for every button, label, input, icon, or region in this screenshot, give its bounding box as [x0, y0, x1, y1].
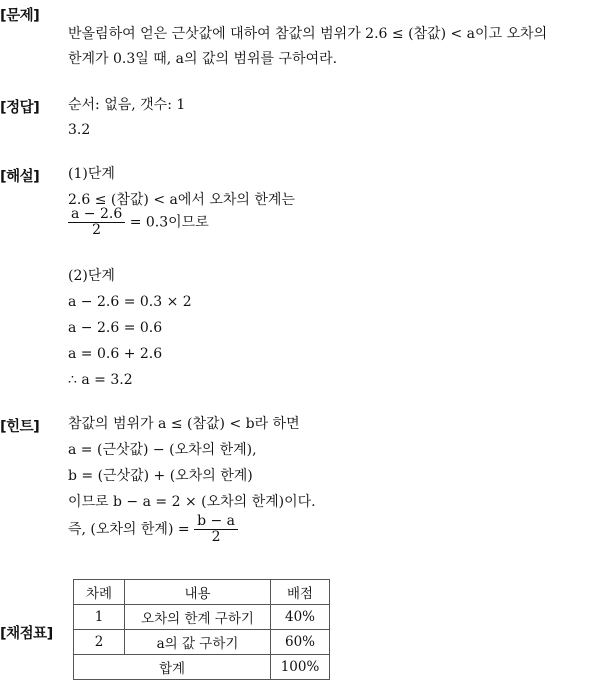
fraction-denominator: 2 [92, 222, 102, 238]
problem-tag: [문제] [0, 8, 40, 24]
total-value: 100% [271, 655, 330, 680]
hint-line-4: 이므로 b − a = 2 × (오차의 한계)이다. [68, 494, 316, 510]
score-table-header-row [74, 580, 330, 605]
solution-line-1: 2.6 ≤ (참값) < a에서 오차의 한계는 [68, 192, 295, 208]
fraction-tail: = 0.3이므로 [129, 214, 209, 231]
row-2-points: 60% [271, 630, 330, 655]
hint-tag: [힌트] [0, 419, 40, 435]
answer-line-1: 순서: 없음, 갯수: 1 [68, 97, 186, 113]
score-table [73, 579, 330, 680]
fraction-numerator: a − 2.6 [68, 207, 125, 223]
solution-line-2: a − 2.6 = 0.3 × 2 [68, 294, 192, 310]
answer-line-2: 3.2 [68, 122, 91, 138]
row-2-content: a의 값 구하기 [125, 630, 271, 655]
hint-fraction [194, 514, 238, 545]
solution-fraction [68, 207, 125, 238]
table-row [74, 605, 330, 630]
hint-line-1: 참값의 범위가 a ≤ (참값) < b라 하면 [68, 416, 300, 432]
table-row [74, 630, 330, 655]
row-1-points: 40% [271, 605, 330, 630]
row-1-order: 1 [74, 605, 125, 630]
solution-tag: [해설] [0, 169, 40, 185]
solution-line-4: a = 0.6 + 2.6 [68, 346, 163, 362]
solution-step-1: (1)단계 [68, 166, 115, 182]
answer-tag: [정답] [0, 100, 40, 116]
score-tag: [채점표] [0, 626, 53, 642]
solution-step-2: (2)단계 [68, 268, 115, 284]
problem-line-1: 반올림하여 얻은 근삿값에 대하여 참값의 범위가 2.6 ≤ (참값) < a이고 오차의 [68, 26, 548, 42]
solution-fraction-line [68, 207, 209, 238]
solution-line-3: a − 2.6 = 0.6 [68, 320, 163, 336]
hint-line-2: a = (근삿값) − (오차의 한계), [68, 442, 257, 458]
problem-line-2: 한계가 0.3일 때, a의 값의 범위를 구하여라. [68, 51, 338, 67]
hint-fraction-denominator: 2 [211, 529, 221, 545]
row-2-order: 2 [74, 630, 125, 655]
hint-fraction-line [68, 514, 238, 545]
table-total-row [74, 655, 330, 680]
header-content: 내용 [125, 580, 271, 605]
hint-fraction-numerator: b − a [194, 514, 238, 530]
hint-line-3: b = (근삿값) + (오차의 한계) [68, 468, 253, 484]
total-label: 합계 [74, 655, 271, 680]
header-points: 배점 [271, 580, 330, 605]
hint-fraction-head: 즉, (오차의 한계) = [68, 521, 190, 538]
header-order: 차례 [74, 580, 125, 605]
solution-line-5: ∴ a = 3.2 [68, 372, 133, 388]
row-1-content: 오차의 한계 구하기 [125, 605, 271, 630]
